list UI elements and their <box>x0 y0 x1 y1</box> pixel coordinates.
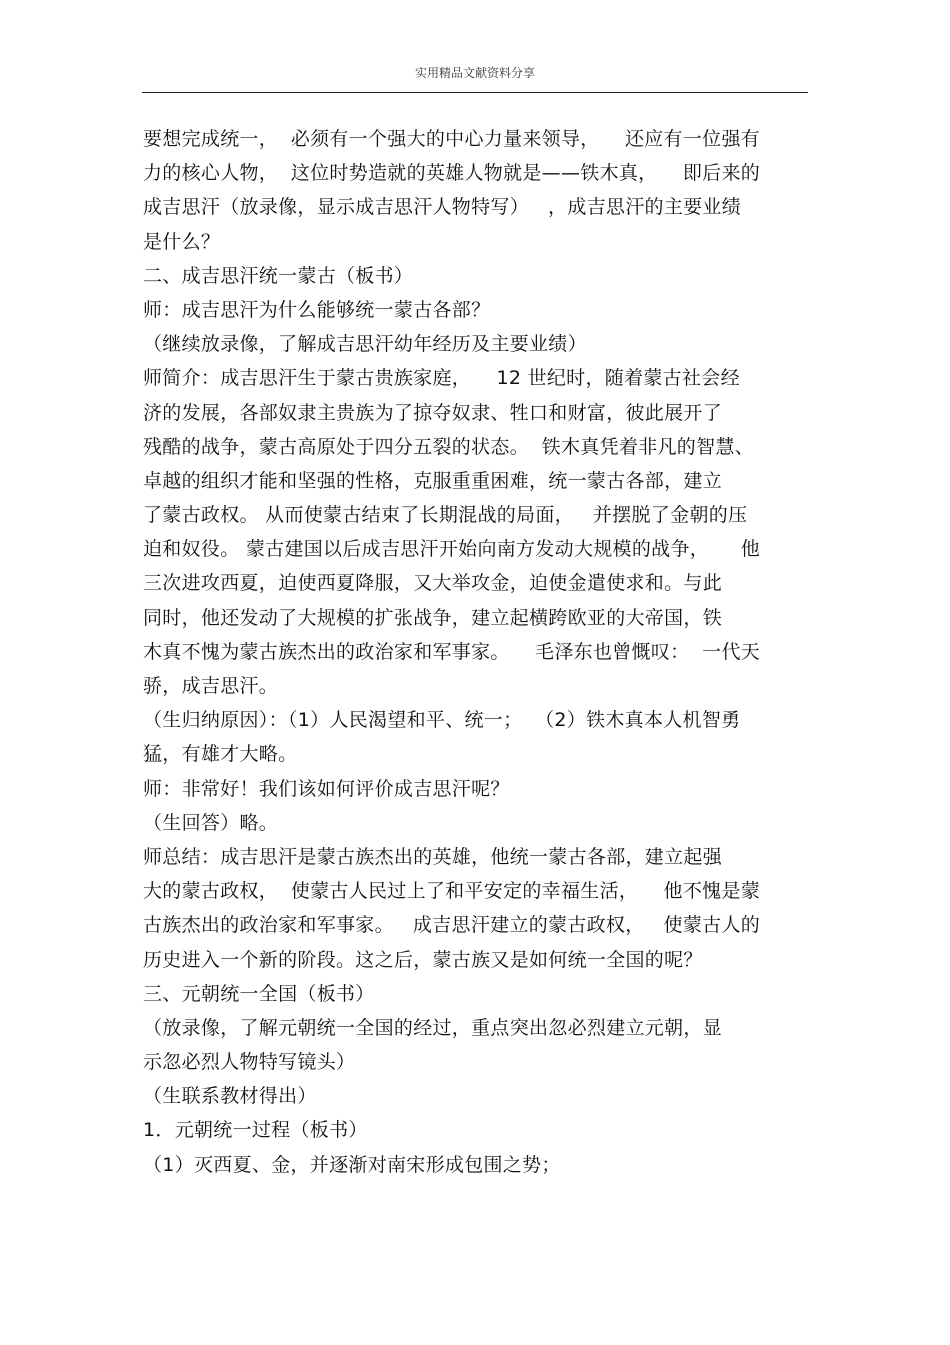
text-line: 骄，成吉思汗。 <box>143 675 279 697</box>
body-text <box>143 122 808 1182</box>
text-line: 历史进入一个新的阶段。这之后，蒙古族又是如何统一全国的呢？ <box>143 948 703 971</box>
text-line: 猛，有雄才大略。 <box>143 743 298 766</box>
text-line: 成吉思汗（放录像，显示成吉思汗人物特写） ，成吉思汗的主要业绩 <box>143 196 742 219</box>
text-line: 残酷的战争，蒙古高原处于四分五裂的状态。 铁木真凭着非凡的智慧、 <box>143 435 754 458</box>
text-line: 三次进攻西夏，迫使西夏降服，又大举攻金，迫使金遣使求和。与此 <box>143 572 723 595</box>
text-line: 卓越的组织才能和坚强的性格，克服重重困难，统一蒙古各部，建立 <box>143 469 723 492</box>
text-line: 师总结：成吉思汗是蒙古族杰出的英雄，他统一蒙古各部，建立起强 <box>143 845 723 868</box>
text-line: 师：非常好！我们该如何评价成吉思汗呢？ <box>143 777 510 800</box>
text-line: （继续放录像，了解成吉思汗幼年经历及主要业绩） <box>143 333 587 356</box>
section-heading: 三、元朝统一全国（板书） <box>143 982 375 1005</box>
text-line: （1）灭西夏、金，并逐渐对南宋形成包围之势； <box>143 1153 561 1176</box>
text-line: 同时，他还发动了大规模的扩张战争，建立起横跨欧亚的大帝国，铁 <box>143 606 723 629</box>
page-header: 实用精品文献资料分享 <box>414 66 535 80</box>
header-divider <box>142 92 808 93</box>
text-line: （生归纳原因）：（1）人民渴望和平、统一； （2）铁木真本人机智勇 <box>143 709 741 732</box>
text-line: 了蒙古政权。 从而使蒙古结束了长期混战的局面， 并摆脱了金朝的压 <box>143 504 748 527</box>
section-heading: 二、成吉思汗统一蒙古（板书） <box>143 264 414 287</box>
text-line: 木真不愧为蒙古族杰出的政治家和军事家。 毛泽东也曾慨叹： 一代天 <box>143 640 761 663</box>
text-line: 大的蒙古政权， 使蒙古人民过上了和平安定的幸福生活， 他不愧是蒙 <box>143 880 761 903</box>
text-line: 示忽必烈人物特写镜头） <box>143 1051 356 1074</box>
text-line: 力的核心人物， 这位时势造就的英雄人物就是——铁木真， 即后来的 <box>143 162 761 185</box>
text-line: （放录像，了解元朝统一全国的经过，重点突出忽必烈建立元朝，显 <box>143 1016 723 1039</box>
text-line: 古族杰出的政治家和军事家。 成吉思汗建立的蒙古政权， 使蒙古人的 <box>143 914 761 937</box>
text-line: 1．元朝统一过程（板书） <box>143 1119 368 1142</box>
text-line: 师简介：成吉思汗生于蒙古贵族家庭， 12 世纪时，随着蒙古社会经 <box>143 367 740 390</box>
text-line: 要想完成统一， 必须有一个强大的中心力量来领导， 还应有一位强有 <box>143 128 761 150</box>
text-line: 迫和奴役。 蒙古建国以后成吉思汗开始向南方发动大规模的战争， 他 <box>143 538 761 561</box>
text-line: （生回答）略。 <box>143 811 279 834</box>
text-line: 师：成吉思汗为什么能够统一蒙古各部？ <box>143 298 491 321</box>
text-line: 是什么？ <box>143 230 221 253</box>
text-line: 济的发展，各部奴隶主贵族为了掠夺奴隶、牲口和财富，彼此展开了 <box>143 401 723 424</box>
text-line: （生联系教材得出） <box>143 1085 317 1108</box>
